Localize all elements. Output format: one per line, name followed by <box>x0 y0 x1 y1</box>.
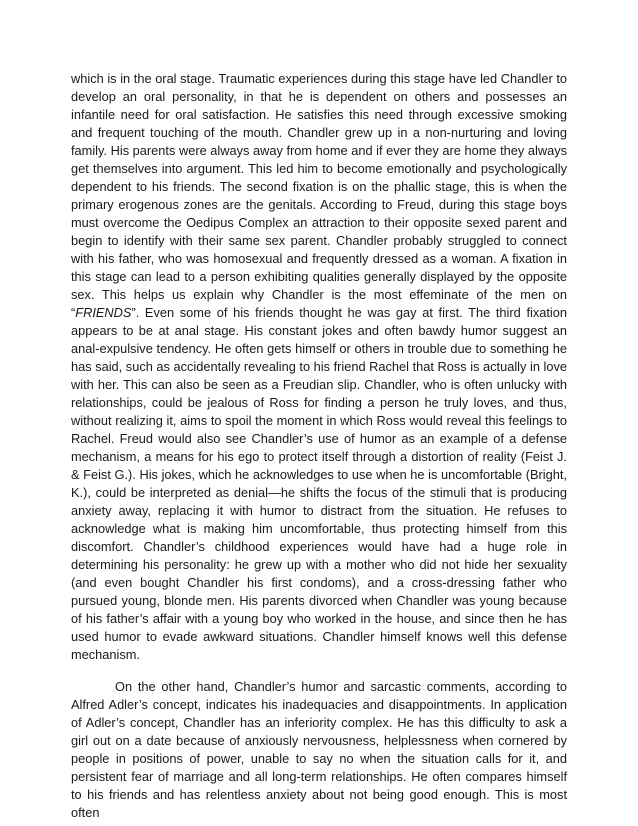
paragraph-1-text-end: ”. Even some of his friends thought he was gay at first. The third fixation appears to be at anal stage. His constant jokes and often bawdy humor suggest an anal-expulsive tendency. He often gets himself or others in trouble due to something he has said, such as accidentally revealing to his friend Rachel that Ross is actually in love with her. This can also be seen as a Freudian slip. Chandler, who is often unlucky with relationships, could be jealous of Ross for finding a person he truly loves, and thus, without realizing it, aims to spoil the moment in which Ross would reveal this feelings to Rachel. Freud would also see Chandler’s use of humor as an example of a defense mechanism, a means for his ego to protect itself through a distortion of reality (Feist J. & Feist G.). His jokes, which he acknowledges to use when he is uncomfortable (Bright, K.), could be interpreted as denial—he shifts the focus of the stimuli that is producing anxiety away, replacing it with humor to distract from the situation. He refuses to acknowledge what is making him uncomfortable, thus protecting himself from this discomfort. Chandler’s childhood experiences would have had a huge role in determining his personality: he grew up with a mother who did not hide her sexuality (and even bought Chandler his first condoms), and a cross-dressing father who pursued young, blonde men. His parents divorced when Chandler was young because of his father’s affair with a young boy who worked in the house, and since then he has used humor to evade awkward situations. Chandler himself knows well this defense mechanism. <box>71 305 567 662</box>
body-paragraph-2: On the other hand, Chandler’s humor and sarcastic comments, according to Alfred Adler’s concept, indicates his inadequacies and disappointments. In application of Adler’s concept, Chandler has an inferiority complex. He has this difficulty to ask a girl out on a date because of anxiously nervousness, helplessness when cornered by people in positions of power, unable to say no when the situation calls for it, and persistent fear of marriage and all long-term relationships. He often compares himself to his friends and has relentless anxiety about not being good enough. This is most often <box>71 679 567 820</box>
document-page <box>71 70 567 822</box>
body-paragraph-1 <box>71 70 567 664</box>
paragraph-1-text-start: which is in the oral stage. Traumatic experiences during this stage have led Chandler to develop an oral personality, in that he is dependent on others and possesses an infantile need for oral satisfaction. He satisfies this need through excessive smoking and frequent touching of the mouth. Chandler grew up in a non-nurturing and loving family. His parents were always away from home and if ever they are home they always get themselves into argument. This led him to become emotionally and psychologically dependent to his friends. The second fixation is on the phallic stage, this is when the primary erogenous zones are the genitals. According to Freud, during this stage boys must overcome the Oedipus Complex an attraction to their opposite sexed parent and begin to identify with their same sex parent. Chandler probably struggled to connect with his father, who was homosexual and frequently dressed as a woman. A fixation in this stage can lead to a person exhibiting qualities generally displayed by the opposite sex. This helps us explain why Chandler is the most effeminate of the men on “ <box>71 71 567 320</box>
show-title-friends: FRIENDS <box>75 305 132 320</box>
